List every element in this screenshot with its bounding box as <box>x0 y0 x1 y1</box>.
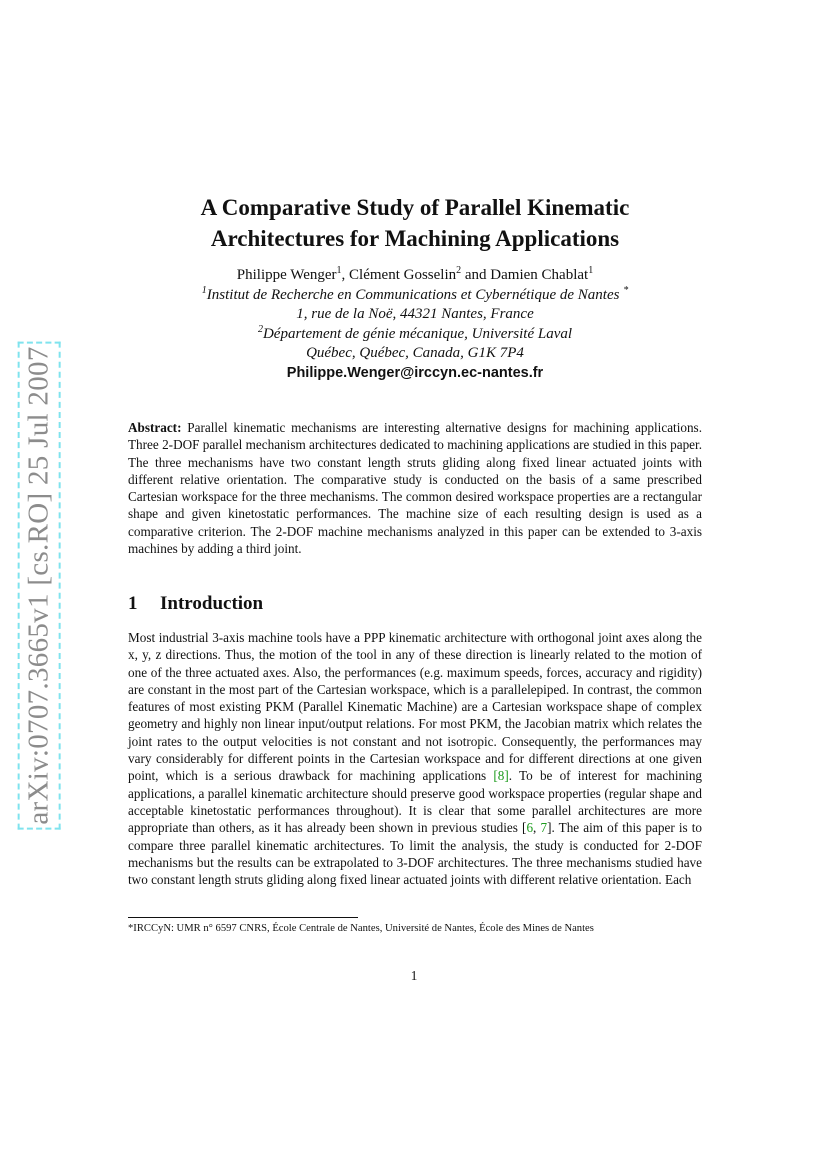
author-gosselin: Clément Gosselin <box>349 267 457 283</box>
abstract <box>128 419 702 557</box>
author-chablat: Damien Chablat <box>490 267 589 283</box>
author-list <box>128 266 702 286</box>
paper-title <box>128 192 702 254</box>
title-line-2: Architectures for Machining Applications <box>210 226 620 251</box>
citation-bracket: ] <box>547 820 552 836</box>
citation-8-link[interactable]: [8] <box>493 768 509 784</box>
introduction-paragraph <box>128 629 702 888</box>
page-number: 1 <box>410 968 418 983</box>
intro-text-part-3: . The aim of this paper is to compare three parallel kinematic architectures. To limit the analysis, the study is conducted for 2-DOF mechanisms but the results can be extrapolated to 3-DOF architectures. The three mechanisms studied have two constant length struts gliding along fixed linear actuated joints with different relative orientation. Each <box>128 820 703 888</box>
footnote: *IRCCyN: UMR n° 6597 CNRS, École Centrale de Nantes, Université de Nantes, École des Mines de Nantes <box>128 923 594 934</box>
author-affiliation-block <box>128 266 702 383</box>
abstract-label: Abstract: <box>128 420 182 435</box>
section-heading-introduction <box>128 592 263 616</box>
arxiv-identifier-stamp[interactable] <box>18 345 60 825</box>
section-title: Introduction <box>160 593 264 614</box>
affiliation-2-marker: 2 <box>257 323 263 335</box>
author-separator: and <box>461 267 491 283</box>
affiliation-1-name: Institut de Recherche en Communications et Cybernétique de Nantes <box>206 286 620 303</box>
abstract-text: Parallel kinematic mechanisms are interesting alternative designs for machining applications. Three 2-DOF parallel mechanism architectures dedicated to machining applications are studied in this paper. The three mechanisms have two constant length struts gliding along fixed linear actuated joints with different relative orientation. The comparative study is conducted on the basis of a same prescribed Cartesian workspace for the three mechanisms. The common desired workspace properties are a rectangular shape and given kinetostatic performances. The machine size of each resulting design is used as a comparative criterion. The 2-DOF machine mechanisms analyzed in this paper can be extended to 3-axis machines by adding a third joint. <box>128 420 702 557</box>
affiliation-1 <box>128 286 702 306</box>
author-wenger: Philippe Wenger <box>236 267 337 283</box>
intro-text-part-1: Most industrial 3-axis machine tools have a PPP kinematic architecture with orthogonal joint axes along the x, y, z directions. Thus, the motion of the tool in any of these direction is linearly related to the motion of one of the three actuated axes. Also, the performances (e.g. maximum speeds, forces, accuracy and rigidity) are constant in the most part of the Cartesian workspace, which is a parallelepiped. In contrast, the common features of most existing PKM (Parallel Kinematic Machine) are a Cartesian workspace shape of complex geometry and highly non linear input/output relations. For most PKM, the Jacobian matrix which relates the joint rates to the output velocities is not constant and not isotropic. Consequently, the performances may vary considerably for different points in the Cartesian workspace and for different directions at one given point, which is a serious drawback for machining applications <box>128 630 702 784</box>
citation-7-link[interactable]: 7 <box>540 820 548 836</box>
intro-text-part-2: . To be of interest for machining applications, a parallel kinematic architecture should preserve good workspace properties (regular shape and acceptable kinetostatic performances throughout). It is clear that some parallel architectures are more appropriate than others, as it has already been shown in previous studies <box>128 768 703 836</box>
affiliation-1-marker: 1 <box>201 284 207 296</box>
affiliation-2 <box>128 325 702 345</box>
affiliation-2-address: Québec, Québec, Canada, G1K 7P4 <box>306 345 524 361</box>
citation-separator: , <box>533 820 541 836</box>
section-number: 1 <box>128 593 138 614</box>
author-gosselin-affil: 2 <box>456 265 462 276</box>
author-wenger-affil: 1 <box>336 265 342 276</box>
author-separator: , <box>341 267 350 283</box>
citation-bracket: [ <box>522 820 527 836</box>
title-line-1: A Comparative Study of Parallel Kinematic <box>200 195 630 220</box>
citation-6-link[interactable]: 6 <box>526 820 534 836</box>
contact-email[interactable]: Philippe.Wenger@irccyn.ec-nantes.fr <box>286 364 544 381</box>
footnote-marker[interactable]: * <box>623 284 629 296</box>
author-chablat-affil: 1 <box>588 265 594 276</box>
affiliation-1-address: 1, rue de la Noë, 44321 Nantes, France <box>296 306 534 322</box>
arxiv-id-text[interactable]: arXiv:0707.3665v1 [cs.RO] 25 Jul 2007 <box>22 345 55 825</box>
footnote-divider <box>128 917 358 918</box>
affiliation-2-name: Département de génie mécanique, Université Laval <box>262 325 573 342</box>
